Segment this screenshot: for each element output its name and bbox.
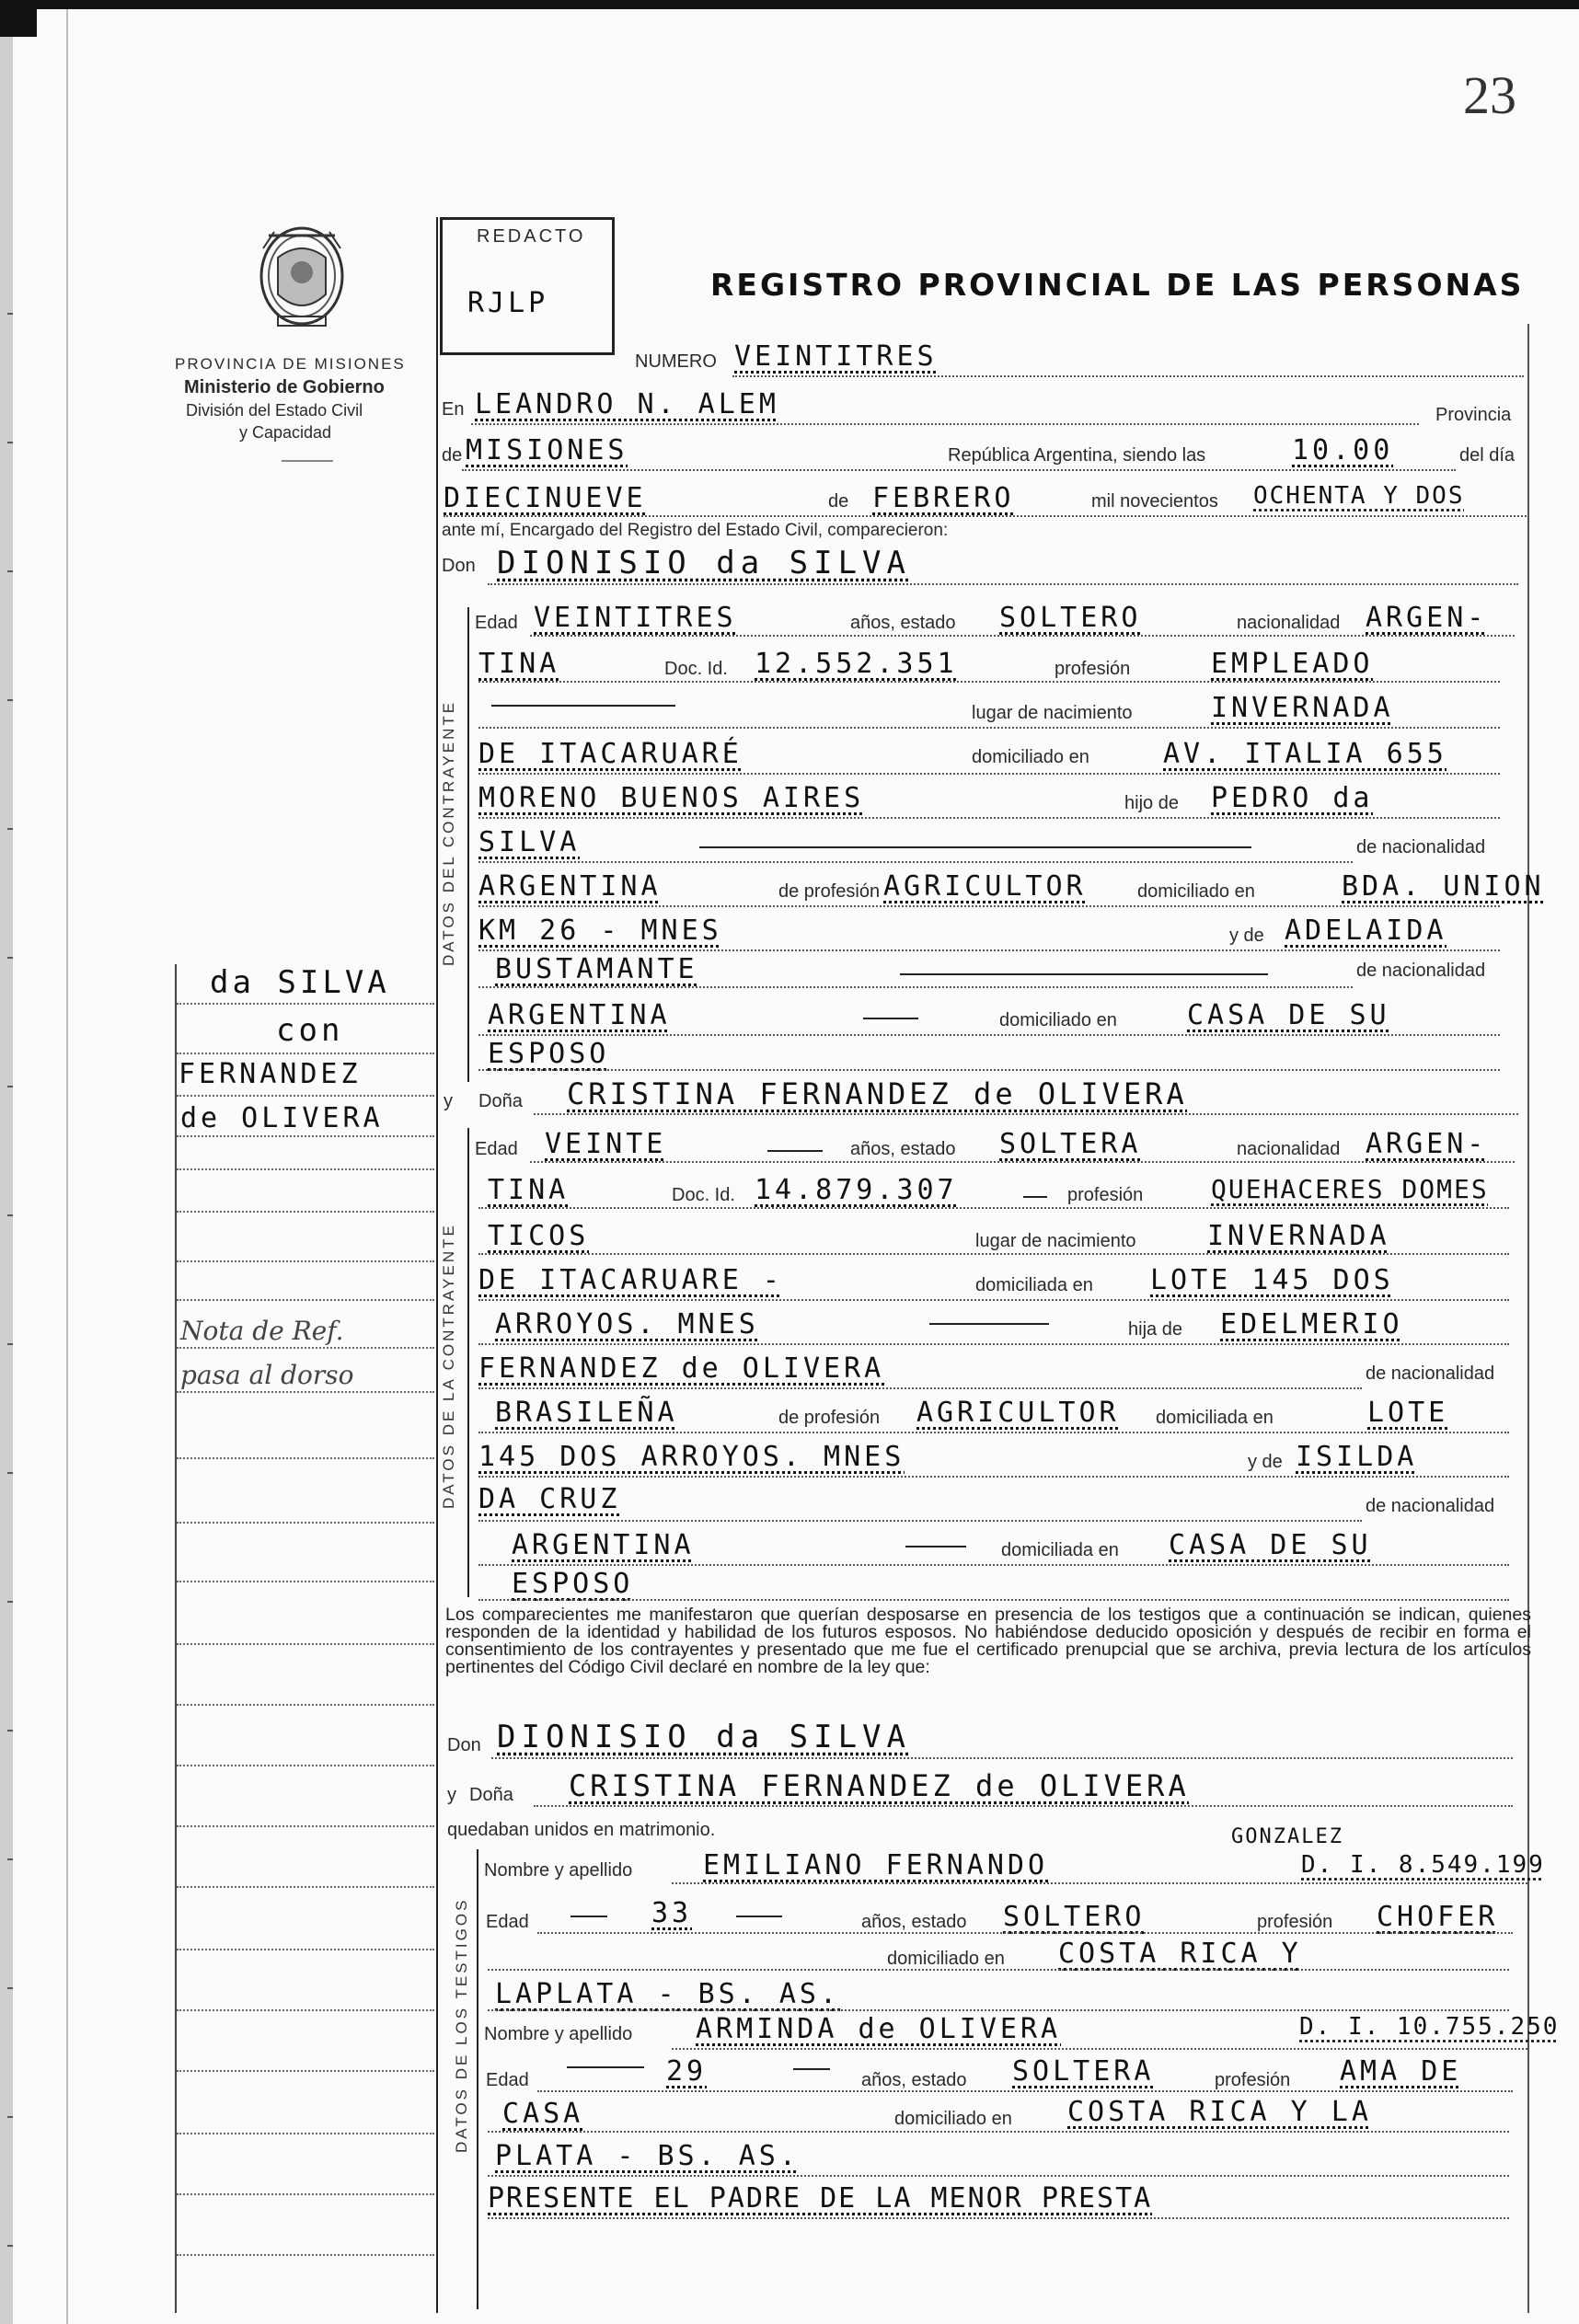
f-padre-value-2: FERNANDEZ de OLIVERA bbox=[478, 1352, 885, 1385]
don-label: Don bbox=[442, 556, 476, 576]
margin-line-12 bbox=[177, 1522, 434, 1524]
f-doc-label: Doc. Id. bbox=[672, 1185, 735, 1205]
t1-dom-2: LAPLATA - BS. AS. bbox=[495, 1978, 841, 2010]
c-padre-nac-line bbox=[478, 905, 1500, 907]
binding-tick bbox=[7, 1343, 13, 1345]
margin-note-1: Nota de Ref. bbox=[180, 1316, 344, 1346]
en-label: En bbox=[442, 399, 465, 420]
margin-line-8 bbox=[177, 1299, 434, 1301]
c-estado-label: años, estado bbox=[850, 613, 956, 633]
c-madre-nac: ARGENTINA bbox=[488, 999, 671, 1031]
c-madre-dom: CASA DE SU bbox=[1187, 999, 1390, 1031]
t1-nombre: EMILIANO FERNANDO bbox=[703, 1849, 1049, 1881]
c-estado-value: SOLTERO bbox=[999, 602, 1142, 634]
binding-tick bbox=[7, 2245, 13, 2247]
margin-fernandez: FERNANDEZ bbox=[179, 1058, 362, 1090]
f-padre-nac-line bbox=[478, 1432, 1509, 1433]
t2-estado: SOLTERA bbox=[1012, 2055, 1155, 2088]
margin-de-olivera: de OLIVERA bbox=[180, 1102, 384, 1134]
c-padre-dom-2: KM 26 - MNES bbox=[478, 915, 722, 947]
t2-estado-label: años, estado bbox=[861, 2070, 967, 2090]
c-edad-value: VEINTITRES bbox=[534, 602, 737, 634]
anio-value: OCHENTA Y DOS bbox=[1253, 482, 1465, 510]
mes-value: FEBRERO bbox=[872, 482, 1015, 514]
de-value: MISIONES bbox=[466, 434, 628, 466]
c-padre-dash bbox=[699, 846, 1251, 848]
c-padre-prof-label: de profesión bbox=[778, 881, 881, 902]
f-edad-dash bbox=[767, 1150, 823, 1152]
binding-tick bbox=[7, 442, 13, 443]
c-madre-dash bbox=[900, 973, 1268, 975]
c-padre-nac: ARGENTINA bbox=[478, 870, 662, 903]
margin-line-15 bbox=[177, 1704, 434, 1706]
ministry-line-1: PROVINCIA DE MISIONES bbox=[175, 355, 406, 373]
contrayenta-frame bbox=[467, 1128, 469, 1597]
decl-dona-line bbox=[534, 1805, 1513, 1807]
binding-tick bbox=[7, 1987, 13, 1989]
f-domicilio-label: domiciliada en bbox=[975, 1275, 1093, 1295]
top-edge bbox=[0, 0, 1579, 9]
c-domicilio-value: AV. ITALIA 655 bbox=[1163, 738, 1447, 770]
f-padre-prof-label: de profesión bbox=[778, 1408, 881, 1428]
c-edad-line bbox=[530, 635, 1515, 637]
f-hija-label: hija de bbox=[1128, 1319, 1182, 1340]
f-madre2-line bbox=[478, 1520, 1362, 1522]
dona-label: Doña bbox=[478, 1091, 523, 1111]
en-line bbox=[471, 423, 1419, 425]
margin-line-1 bbox=[177, 1003, 434, 1005]
f-domicilio-line bbox=[478, 1299, 1509, 1301]
margin-line-7 bbox=[177, 1260, 434, 1262]
c-padre-dom-label: domiciliado en bbox=[1137, 881, 1255, 902]
t2-edad-dash-1 bbox=[567, 2066, 644, 2068]
t1-edad: 33 bbox=[651, 1897, 693, 1929]
t2-prof-label: profesión bbox=[1215, 2070, 1291, 2090]
binding-tick bbox=[7, 1601, 13, 1603]
f-y-de-label: y de bbox=[1248, 1452, 1283, 1472]
c-madre2-line bbox=[478, 986, 1353, 988]
t2-dom-line bbox=[488, 2131, 1509, 2133]
testigos-note: PRESENTE EL PADRE DE LA MENOR PRESTA bbox=[488, 2182, 1153, 2215]
c-lugar-label: lugar de nacimiento bbox=[972, 703, 1133, 723]
f-profesion-value: QUEHACERES DOMES bbox=[1211, 1174, 1489, 1204]
hora-value: 10.00 bbox=[1292, 434, 1394, 466]
c-domicilio-label: domiciliado en bbox=[972, 747, 1089, 767]
ministry-line-2: Ministerio de Gobierno bbox=[184, 377, 385, 397]
c-madre-nac-label: de nacionalidad bbox=[1356, 961, 1486, 981]
decl-dona-label: Doña bbox=[469, 1785, 513, 1805]
f-estado-label: años, estado bbox=[850, 1139, 956, 1159]
f-doc-line bbox=[478, 1207, 1509, 1209]
t2-nombre: ARMINDA de OLIVERA bbox=[696, 2013, 1062, 2045]
binding-tick bbox=[7, 1214, 13, 1216]
f-nac-value: ARGEN- bbox=[1366, 1128, 1488, 1160]
t1-nombre-label: Nombre y apellido bbox=[484, 1860, 633, 1881]
f-madre-dom-line bbox=[478, 1564, 1509, 1566]
dona-y-label: y bbox=[444, 1091, 453, 1111]
f-padre-dom-2: 145 DOS ARROYOS. MNES bbox=[478, 1441, 905, 1473]
t1-dom-label: domiciliado en bbox=[887, 1949, 1005, 1969]
t2-prof-2: CASA bbox=[502, 2098, 584, 2130]
decl-closing: quedaban unidos en matrimonio. bbox=[447, 1820, 716, 1840]
f-domicilio-value-2: ARROYOS. MNES bbox=[495, 1308, 759, 1340]
f-padre-dom: LOTE bbox=[1367, 1397, 1449, 1429]
f-lugar-value-2: DE ITACARUARE - bbox=[478, 1264, 783, 1296]
binding-tick bbox=[7, 1858, 13, 1860]
ante-text: ante mí, Encargado del Registro del Estado Civil, comparecieron: bbox=[442, 521, 949, 540]
c-domicilio-line bbox=[478, 773, 1500, 775]
margin-con: con bbox=[276, 1012, 344, 1049]
t2-edad: 29 bbox=[666, 2055, 708, 2088]
t2-dom-label: domiciliado en bbox=[894, 2109, 1012, 2129]
t2-prof: AMA DE bbox=[1340, 2055, 1462, 2088]
margin-line-3 bbox=[177, 1095, 434, 1097]
f-padre-nac: BRASILEÑA bbox=[495, 1397, 678, 1429]
decl-dona-prefix: y bbox=[447, 1785, 456, 1805]
t1-edad-label: Edad bbox=[486, 1912, 529, 1932]
t1-edad-line bbox=[537, 1932, 1513, 1934]
mes-de-label: de bbox=[828, 491, 849, 512]
f-domicilio-value: LOTE 145 DOS bbox=[1150, 1264, 1394, 1296]
contrayente-frame bbox=[467, 607, 469, 1082]
t1-prof-label: profesión bbox=[1257, 1912, 1333, 1932]
c-nac-value: ARGEN- bbox=[1366, 602, 1488, 634]
t1-dom-line bbox=[488, 1969, 1509, 1971]
numero-label: NUMERO bbox=[635, 351, 717, 372]
f-madre-dom-2: ESPOSO bbox=[512, 1568, 634, 1600]
f-madre-nac-label: de nacionalidad bbox=[1366, 1496, 1495, 1516]
ministry-divider bbox=[282, 460, 333, 462]
en-value: LEANDRO N. ALEM bbox=[475, 388, 779, 420]
top-corner-mark bbox=[0, 0, 37, 37]
c-madre-dom-2: ESPOSO bbox=[488, 1038, 610, 1070]
c-madre-dom-line bbox=[478, 1034, 1500, 1036]
c-madre-line bbox=[478, 949, 1500, 951]
provincia-label: Provincia bbox=[1435, 405, 1512, 425]
c-doc-label: Doc. Id. bbox=[664, 659, 728, 679]
f-edad-label: Edad bbox=[475, 1139, 518, 1159]
testigos-section-label: DATOS DE LOS TESTIGOS bbox=[453, 1897, 470, 2153]
coat-of-arms-seal bbox=[250, 221, 353, 337]
decl-don-label: Don bbox=[447, 1735, 481, 1755]
t1-edad-dash-2 bbox=[736, 1916, 782, 1917]
f-madre-value-2: DA CRUZ bbox=[478, 1483, 621, 1515]
t2-dom: COSTA RICA Y LA bbox=[1067, 2096, 1372, 2128]
margin-line-14 bbox=[177, 1643, 434, 1645]
c-profesion-value: EMPLEADO bbox=[1211, 648, 1374, 680]
t1-di: D. I. 8.549.199 bbox=[1301, 1851, 1545, 1879]
binding-tick bbox=[7, 957, 13, 959]
t2-edad-dash-2 bbox=[793, 2068, 830, 2070]
f-edad-value: VEINTE bbox=[545, 1128, 667, 1160]
margin-line-16 bbox=[177, 1765, 434, 1766]
c-doc-value: 12.552.351 bbox=[755, 648, 958, 680]
t1-apellido: GONZALEZ bbox=[1231, 1825, 1343, 1848]
margin-line-13 bbox=[177, 1581, 434, 1582]
f-doc-dash bbox=[1023, 1196, 1047, 1198]
del-dia-label: del día bbox=[1459, 445, 1516, 466]
decl-don-value: DIONISIO da SILVA bbox=[497, 1719, 911, 1755]
don-value: DIONISIO da SILVA bbox=[497, 545, 911, 581]
c-madre-value: ADELAIDA bbox=[1285, 915, 1447, 947]
c-lugar-value-2: DE ITACARUARÉ bbox=[478, 738, 743, 770]
f-lugar-value: INVERNADA bbox=[1207, 1220, 1390, 1252]
binding-tick bbox=[7, 1730, 13, 1731]
dona-value: CRISTINA FERNANDEZ de OLIVERA bbox=[567, 1076, 1188, 1111]
c-madre-dom-label: domiciliado en bbox=[999, 1010, 1117, 1030]
c-padre-line bbox=[478, 861, 1353, 863]
f-de-nac-label: de nacionalidad bbox=[1366, 1363, 1495, 1384]
t2-edad-label: Edad bbox=[486, 2070, 529, 2090]
margin-line-10 bbox=[177, 1391, 434, 1393]
margin-line-11 bbox=[177, 1457, 434, 1459]
t1-estado-label: años, estado bbox=[861, 1912, 967, 1932]
contrayenta-section-label: DATOS DE LA CONTRAYENTE bbox=[440, 1223, 457, 1509]
t1-dom2-line bbox=[488, 2009, 1509, 2011]
c-lugar-value: INVERNADA bbox=[1211, 692, 1394, 724]
ministry-line-4: y Capacidad bbox=[239, 423, 332, 442]
margin-line-4 bbox=[177, 1135, 434, 1137]
f-padre-dom-label: domiciliada en bbox=[1156, 1408, 1274, 1428]
margin-line-19 bbox=[177, 1949, 434, 1950]
f-hija-line bbox=[478, 1343, 1509, 1345]
margin-line-9 bbox=[177, 1347, 434, 1349]
margin-line-17 bbox=[177, 1825, 434, 1827]
f-madre-value: ISILDA bbox=[1296, 1441, 1418, 1473]
margin-line-24 bbox=[177, 2254, 434, 2256]
t2-dom-2: PLATA - BS. AS. bbox=[495, 2140, 800, 2172]
t2-di: D. I. 10.755.250 bbox=[1299, 2013, 1560, 2041]
note-line bbox=[488, 2217, 1509, 2219]
f-estado-value: SOLTERA bbox=[999, 1128, 1142, 1160]
republica-text: República Argentina, siendo las bbox=[948, 445, 1206, 466]
binding-tick bbox=[7, 699, 13, 701]
t1-edad-dash-1 bbox=[571, 1916, 607, 1917]
t2-nombre-line bbox=[672, 2048, 1527, 2050]
t2-nombre-label: Nombre y apellido bbox=[484, 2024, 633, 2044]
c-padre-value: PEDRO da bbox=[1211, 782, 1374, 814]
anio-text: mil novecientos bbox=[1091, 491, 1218, 512]
f-padre-prof: AGRICULTOR bbox=[916, 1397, 1120, 1429]
t1-dom: COSTA RICA Y bbox=[1058, 1938, 1302, 1970]
f-padre-line bbox=[478, 1387, 1362, 1389]
margin-line-5 bbox=[177, 1168, 434, 1170]
margin-line-22 bbox=[177, 2133, 434, 2134]
margin-line-18 bbox=[177, 1886, 434, 1888]
margin-line-6 bbox=[177, 1211, 434, 1213]
margin-note-2: pasa al dorso bbox=[180, 1360, 354, 1390]
page-number: 23 bbox=[1463, 65, 1516, 125]
f-madre-nac: ARGENTINA bbox=[512, 1529, 695, 1561]
declaration-text: Los comparecientes me manifestaron que querían desposarse en presencia de los testigos que a continuación se indican, quienes responden de la identidad y habilidad de los futuros esposos. No habiéndose deducido oposición y después de recibir en forma el consentimiento de los contrayentes y presentado que me fue el certificado prenupcial que se archiva, previa lectura de los artículos pertinentes del Código Civil declaré en nombre de la ley que: bbox=[445, 1605, 1531, 1677]
decl-dona-value: CRISTINA FERNANDEZ de OLIVERA bbox=[569, 1768, 1190, 1803]
f-profesion-value-2: TICOS bbox=[488, 1220, 590, 1252]
decl-don-line bbox=[491, 1757, 1513, 1759]
contrayente-section-label: DATOS DEL CONTRAYENTE bbox=[440, 699, 457, 966]
c-doc-line bbox=[478, 681, 1500, 683]
c-padre-dom: BDA. UNION bbox=[1342, 870, 1545, 903]
numero-line bbox=[732, 375, 1524, 377]
c-nac-label: nacionalidad bbox=[1237, 613, 1341, 633]
f-madre-line bbox=[478, 1476, 1509, 1478]
f-nac-value-2: TINA bbox=[488, 1174, 570, 1206]
dona-line bbox=[534, 1113, 1518, 1115]
f-lugar-line bbox=[478, 1253, 1509, 1255]
binding-tick bbox=[7, 1086, 13, 1087]
c-nac-value-2: TINA bbox=[478, 648, 560, 680]
t1-prof: CHOFER bbox=[1377, 1901, 1499, 1933]
don-line bbox=[488, 583, 1518, 585]
main-frame-left bbox=[436, 217, 438, 2313]
binding-line bbox=[66, 0, 68, 2324]
margin-da-silva: da SILVA bbox=[210, 964, 390, 1001]
f-nac-label: nacionalidad bbox=[1237, 1139, 1341, 1159]
t2-edad-line bbox=[537, 2090, 1513, 2092]
redacto-label: REDACTO bbox=[477, 226, 586, 247]
c-madre-dom2-line bbox=[478, 1069, 1500, 1071]
f-madre-dom-label: domiciliada en bbox=[1001, 1540, 1119, 1560]
t1-nombre-line bbox=[672, 1882, 1527, 1884]
binding-edge bbox=[0, 0, 13, 2324]
margin-line-2 bbox=[177, 1053, 434, 1054]
f-madre-dom: CASA DE SU bbox=[1169, 1529, 1372, 1561]
dia-line bbox=[444, 515, 1529, 517]
f-profesion-label: profesión bbox=[1067, 1185, 1144, 1205]
c-de-nac-label: de nacionalidad bbox=[1356, 837, 1486, 857]
c-hijo-line bbox=[478, 817, 1500, 819]
t1-estado: SOLTERO bbox=[1003, 1901, 1146, 1933]
c-profesion-label: profesión bbox=[1055, 659, 1131, 679]
margin-line-23 bbox=[177, 2193, 434, 2195]
document-title: REGISTRO PROVINCIAL DE LAS PERSONAS bbox=[710, 267, 1525, 303]
c-padre-prof: AGRICULTOR bbox=[883, 870, 1087, 903]
c-y-de-label: y de bbox=[1229, 926, 1264, 946]
binding-tick bbox=[7, 570, 13, 572]
c-domicilio-value-2: MORENO BUENOS AIRES bbox=[478, 782, 865, 814]
binding-tick bbox=[7, 828, 13, 830]
binding-tick bbox=[7, 2116, 13, 2118]
ministry-line-3: División del Estado Civil bbox=[186, 401, 363, 420]
binding-tick bbox=[7, 1472, 13, 1474]
f-doc-value: 14.879.307 bbox=[755, 1174, 958, 1206]
c-edad-label: Edad bbox=[475, 613, 518, 633]
binding-tick bbox=[7, 313, 13, 315]
c-madre-value-2: BUSTAMANTE bbox=[495, 953, 698, 985]
redacto-value: RJLP bbox=[467, 287, 549, 319]
numero-value: VEINTITRES bbox=[734, 340, 938, 373]
c-madre-nac-dash bbox=[863, 1018, 918, 1019]
margin-frame-left bbox=[175, 964, 177, 2313]
f-lugar-label: lugar de nacimiento bbox=[975, 1231, 1136, 1251]
c-hijo-label: hijo de bbox=[1124, 793, 1179, 813]
c-padre-value-2: SILVA bbox=[478, 826, 581, 858]
de-line bbox=[462, 469, 1456, 471]
f-domicilio-dash bbox=[929, 1323, 1049, 1325]
t2-dom2-line bbox=[488, 2175, 1509, 2177]
dia-value: DIECINUEVE bbox=[444, 482, 647, 514]
testigos-frame bbox=[477, 1849, 478, 2309]
c-blank-dash bbox=[491, 705, 675, 707]
f-padre-value: EDELMERIO bbox=[1220, 1308, 1403, 1340]
margin-line-21 bbox=[177, 2070, 434, 2072]
f-madre-nac-dash bbox=[905, 1546, 966, 1547]
de-label: de bbox=[442, 445, 463, 466]
f-madre-dom2-line bbox=[478, 1599, 1509, 1601]
c-lugar-line bbox=[478, 727, 1500, 729]
margin-line-20 bbox=[177, 2009, 434, 2011]
f-edad-line bbox=[530, 1161, 1515, 1163]
